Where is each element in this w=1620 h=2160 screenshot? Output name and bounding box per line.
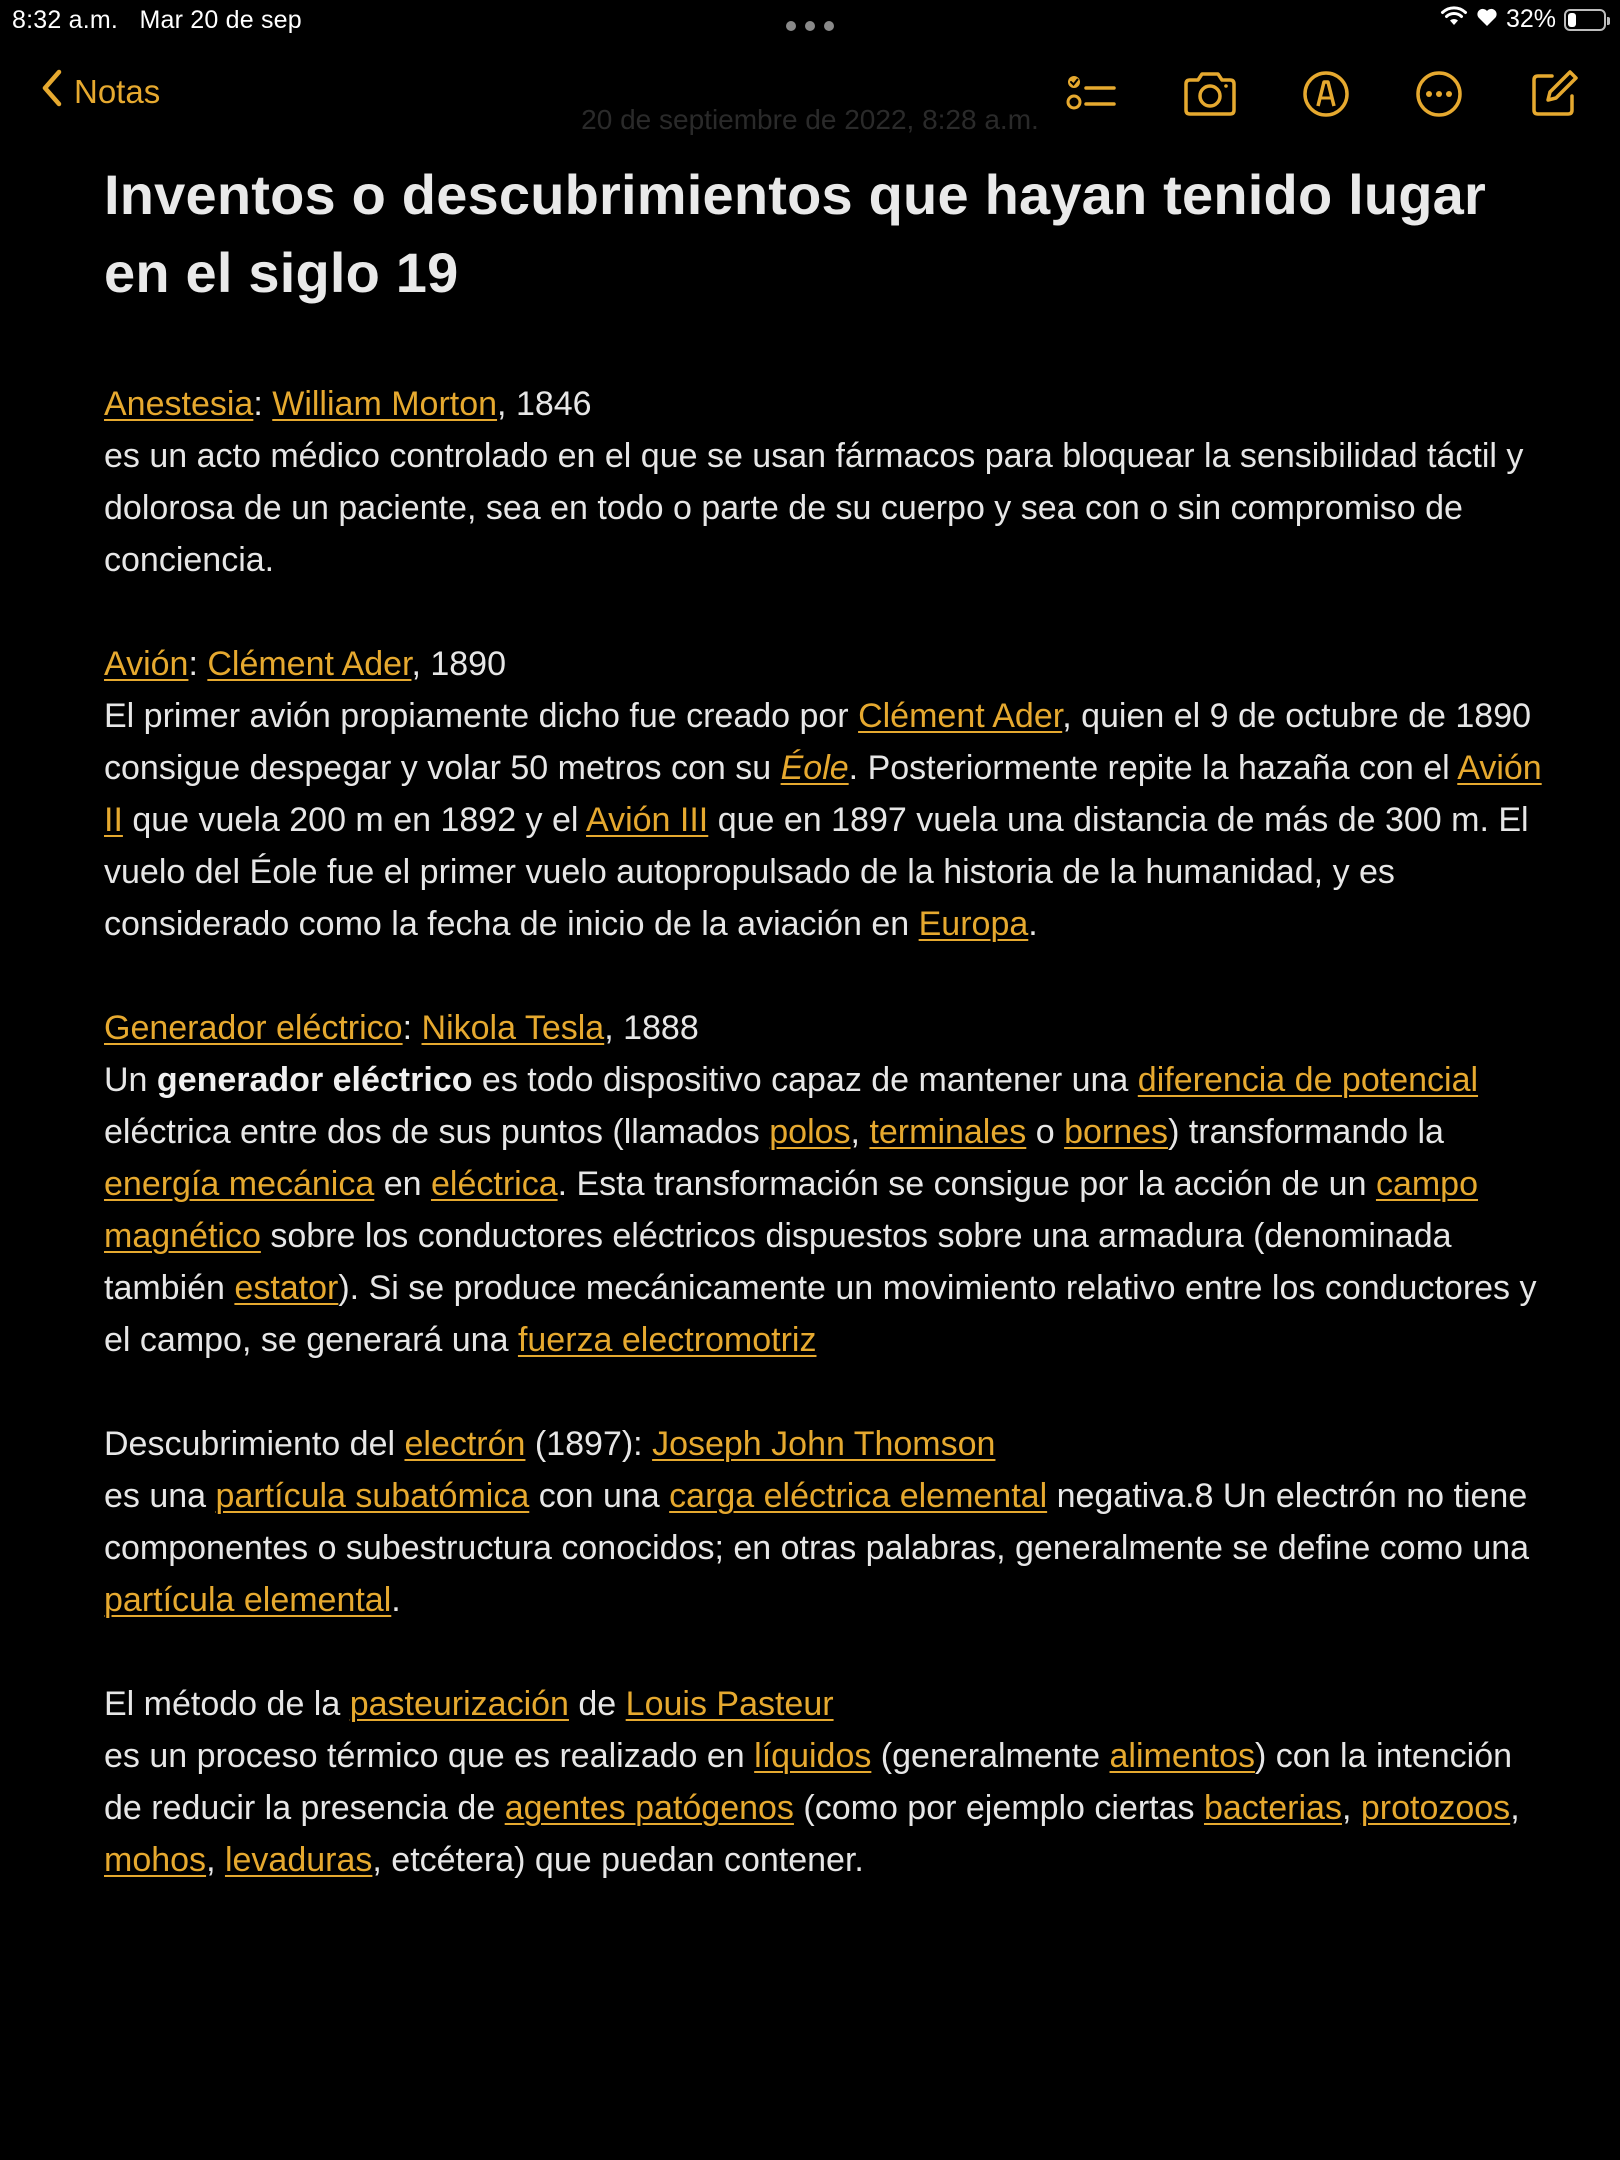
section-heading (104, 638, 1544, 690)
inline-link[interactable]: levaduras (224, 1841, 373, 1879)
inline-link[interactable]: protozoos (1360, 1789, 1511, 1827)
text-run: que en 1897 vuela una distancia de más de 300 m. El vuelo del Éole fue el primer vuelo autopropulsado de la historia de la humanidad, y es considerado como la fecha de inicio de la aviación en (104, 801, 1529, 943)
text-run: : (253, 385, 273, 423)
inline-link[interactable]: terminales (869, 1113, 1027, 1151)
text-run: (como por ejemplo ciertas (793, 1789, 1204, 1827)
note-section (104, 1002, 1544, 1366)
battery-icon (1564, 9, 1606, 31)
text-run: es un acto médico controlado en el que se usan fármacos para bloquear la sensibilidad táctil y dolorosa de un paciente, sea en todo o parte de su cuerpo y sea con o sin compromiso de conciencia. (104, 437, 1524, 579)
text-run: El método de la (104, 1685, 350, 1723)
inline-link[interactable]: bacterias (1203, 1789, 1342, 1827)
text-run: . Posteriormente repite la hazaña con el (848, 749, 1458, 787)
inline-link[interactable]: campo magnético (104, 1165, 1479, 1255)
text-run: , etcétera) que puedan contener. (372, 1841, 864, 1879)
inline-link[interactable]: Nikola Tesla (421, 1009, 605, 1047)
text-run: ). Si se produce mecánicamente un movimiento relativo entre los conductores y el campo, se generará una (104, 1269, 1537, 1359)
text-run: , (1341, 1789, 1361, 1827)
inline-link[interactable]: partícula elemental (104, 1581, 392, 1619)
section-heading (104, 1418, 1544, 1470)
inline-link[interactable]: Clément Ader (858, 697, 1063, 735)
bold-text: generador eléctrico (156, 1061, 473, 1099)
inline-link[interactable]: Avión (104, 645, 189, 683)
inline-link[interactable]: líquidos (754, 1737, 872, 1775)
text-run: : (188, 645, 208, 683)
text-run: . (391, 1581, 401, 1619)
text-run: : (402, 1009, 422, 1047)
inline-link[interactable]: partícula subatómica (215, 1477, 530, 1515)
text-run: que vuela 200 m en 1892 y el (122, 801, 587, 839)
note-title[interactable]: Inventos o descubrimientos que hayan tenido lugar en el siglo 19 (104, 163, 1487, 304)
inline-link[interactable]: Louis Pasteur (625, 1685, 834, 1723)
text-run: es un proceso térmico que es realizado en (104, 1737, 755, 1775)
note-section (104, 1418, 1544, 1626)
text-run: de (568, 1685, 626, 1723)
text-run: eléctrica entre dos de sus puntos (llamados (104, 1113, 770, 1151)
inline-link[interactable]: polos (769, 1113, 851, 1151)
inline-link[interactable]: diferencia de potencial (1137, 1061, 1479, 1099)
text-run: es todo dispositivo capaz de mantener una (472, 1061, 1138, 1099)
text-run: . Esta transformación se consigue por la acción de un (557, 1165, 1376, 1203)
status-clock: 8:32 a.m. (12, 6, 119, 34)
wifi-icon (1440, 5, 1468, 34)
text-run: Un (104, 1061, 157, 1099)
inline-link[interactable]: bornes (1064, 1113, 1169, 1151)
text-run: con una (529, 1477, 670, 1515)
section-body (104, 1470, 1544, 1626)
inline-link[interactable]: carga eléctrica elemental (669, 1477, 1048, 1515)
text-run: El primer avión propiamente dicho fue creado por (104, 697, 859, 735)
text-run: . (1028, 905, 1038, 943)
text-run: sobre los conductores eléctricos dispuestos sobre una armadura (denominada también (104, 1217, 1452, 1307)
inline-link[interactable]: agentes patógenos (504, 1789, 794, 1827)
inline-link[interactable]: Clément Ader (207, 645, 412, 683)
heart-icon (1476, 5, 1498, 34)
battery-level (1568, 13, 1576, 27)
text-run: (generalmente (871, 1737, 1110, 1775)
text-run: , (850, 1113, 870, 1151)
section-body (104, 430, 1544, 586)
inline-link[interactable]: eléctrica (431, 1165, 558, 1203)
text-run: , 1890 (411, 645, 506, 683)
inline-link[interactable]: fuerza electromotriz (517, 1321, 817, 1359)
text-run: (1897): (525, 1425, 653, 1463)
section-body (104, 1054, 1544, 1366)
back-button-label: Notas (74, 73, 161, 110)
text-run: ) transformando la (1168, 1113, 1444, 1151)
text-run: Descubrimiento del (104, 1425, 405, 1463)
status-date: Mar 20 de sep (139, 6, 302, 34)
note-section (104, 378, 1544, 586)
inline-link[interactable]: Joseph John Thomson (652, 1425, 996, 1463)
inline-link[interactable]: Éole (780, 749, 849, 787)
text-run: , (1510, 1789, 1520, 1827)
inline-link[interactable]: electrón (404, 1425, 526, 1463)
inline-link[interactable]: Generador eléctrico (104, 1009, 403, 1047)
battery-percent: 32% (1505, 5, 1556, 33)
inline-link[interactable]: Avión II (104, 749, 1542, 839)
multitasking-dots-icon[interactable] (786, 14, 834, 38)
note-section (104, 638, 1544, 950)
text-run: en (374, 1165, 431, 1203)
text-run: negativa.8 Un electrón no tiene componentes o subestructura conocidos; en otras palabras, generalmente se define como una (104, 1477, 1530, 1567)
note-body[interactable] (104, 156, 1544, 1938)
status-indicators (1440, 5, 1606, 34)
inline-link[interactable]: alimentos (1109, 1737, 1256, 1775)
inline-link[interactable]: Anestesia (104, 385, 254, 423)
section-body (104, 690, 1544, 950)
section-body (104, 1730, 1544, 1886)
note-section (104, 1678, 1544, 1886)
section-heading (104, 1678, 1544, 1730)
text-run: , (206, 1841, 225, 1879)
text-run: ) con la intención de reducir la presencia de (104, 1737, 1513, 1827)
note-sections (104, 378, 1544, 1886)
section-heading (104, 1002, 1544, 1054)
section-heading (104, 378, 1544, 430)
inline-link[interactable]: William Morton (272, 385, 498, 423)
text-run: o (1026, 1113, 1065, 1151)
text-run: , quien el 9 de octubre de 1890 consigue despegar y volar 50 metros con su (104, 697, 1532, 787)
text-run: , 1846 (497, 385, 592, 423)
inline-link[interactable]: estator (234, 1269, 339, 1307)
inline-link[interactable]: Europa (918, 905, 1029, 943)
text-run: , 1888 (604, 1009, 699, 1047)
inline-link[interactable]: pasteurización (349, 1685, 569, 1723)
status-bar (0, 0, 1620, 40)
inline-link[interactable]: energía mecánica (104, 1165, 375, 1203)
note-date: 20 de septiembre de 2022, 8:28 a.m. (581, 104, 1039, 135)
inline-link[interactable]: mohos (104, 1841, 207, 1879)
text-run: es una (104, 1477, 216, 1515)
status-time (12, 6, 302, 35)
inline-link[interactable]: Avión III (586, 801, 709, 839)
